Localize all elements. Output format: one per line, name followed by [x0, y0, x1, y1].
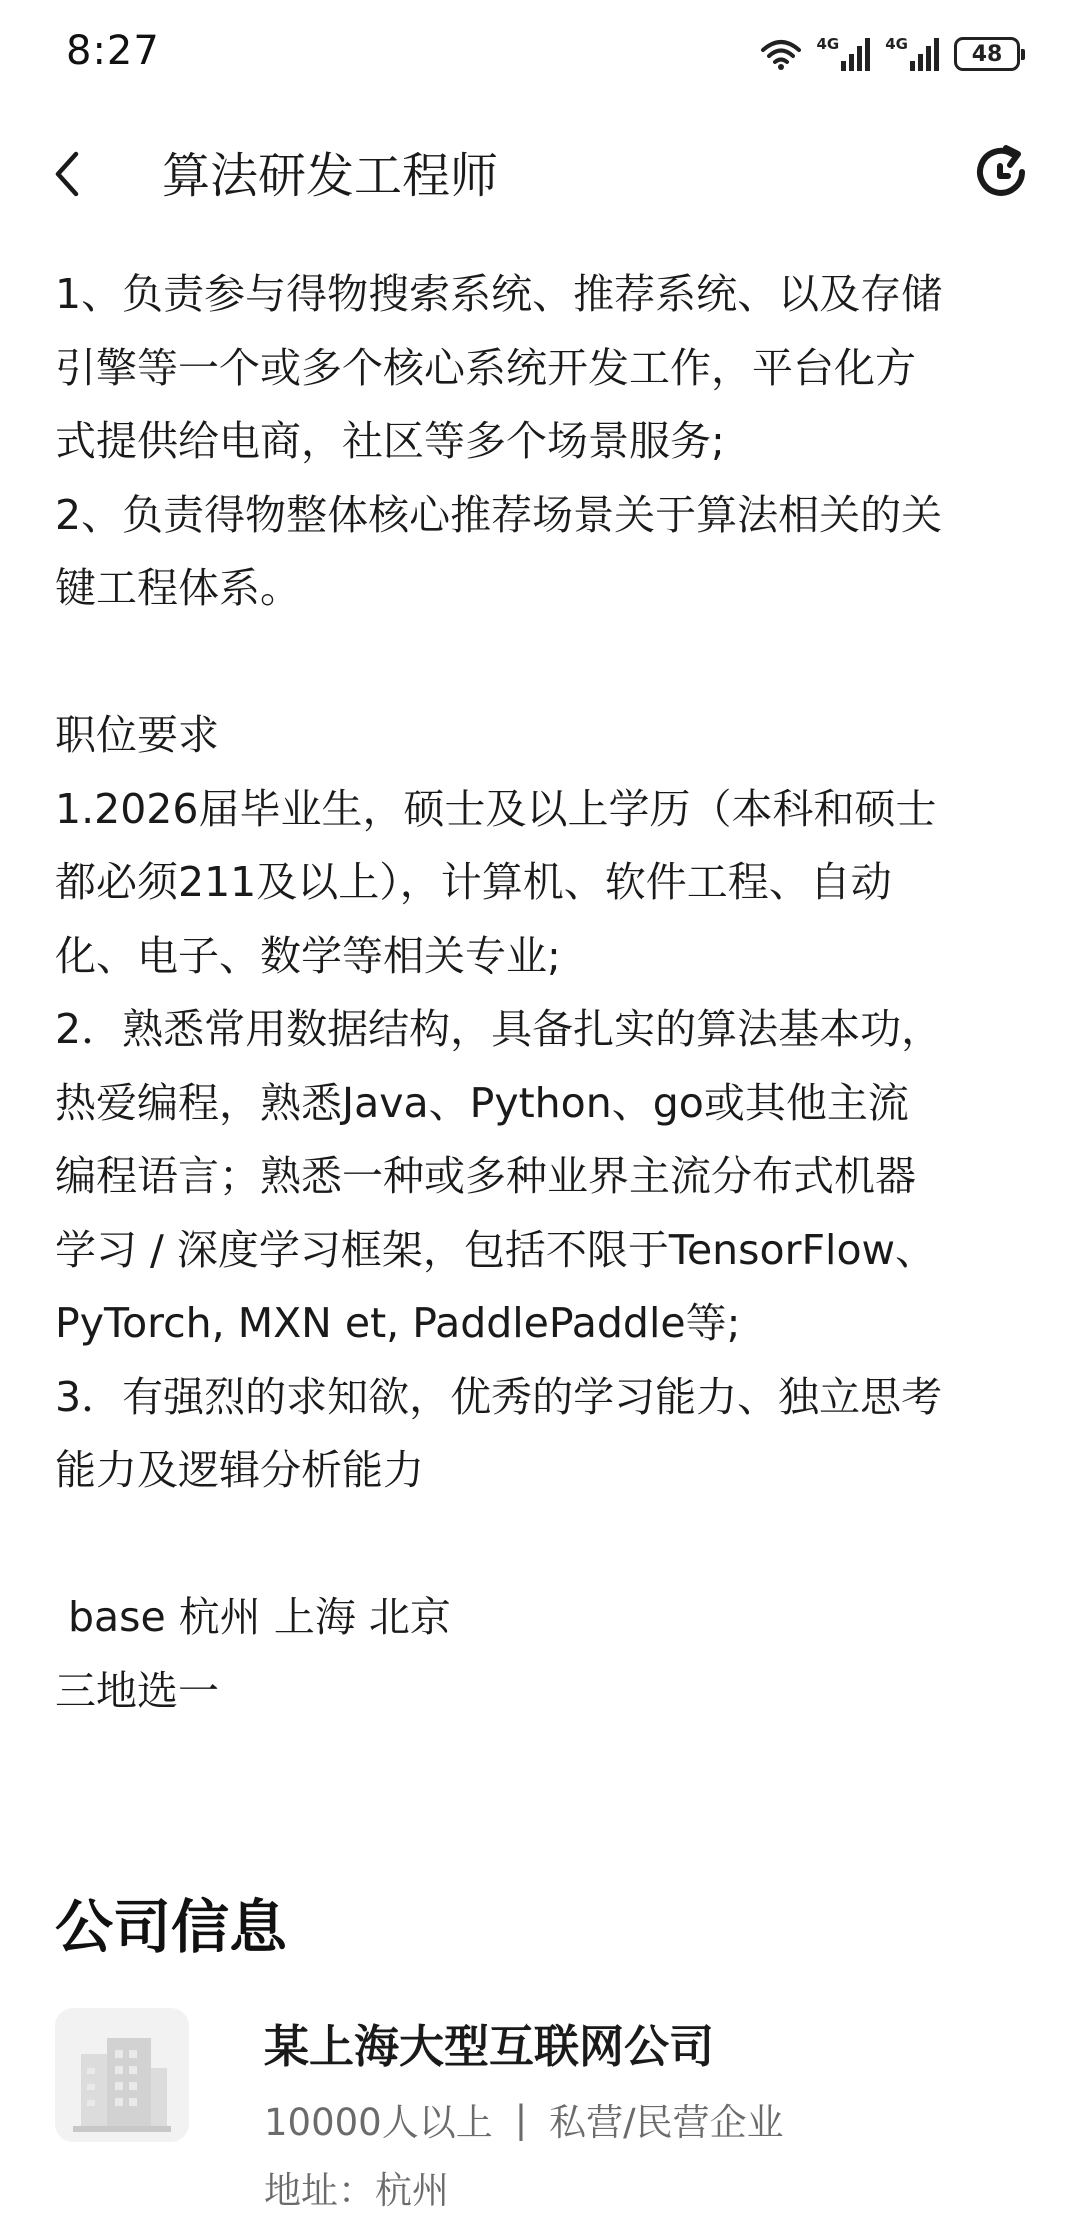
description-line: 都必须211及以上），计算机、软件工程、自动	[55, 858, 892, 906]
status-time: 8:27	[66, 28, 160, 74]
description-line: 能力及逻辑分析能力	[55, 1446, 424, 1494]
company-meta	[264, 2092, 784, 2146]
description-line: 化、电子、数学等相关专业;	[55, 931, 561, 980]
company-logo[interactable]	[55, 2008, 189, 2142]
description-line: 式提供给电商，社区等多个场景服务;	[55, 417, 725, 465]
chevron-left-icon	[48, 148, 88, 204]
description-line: 2、负责得物整体核心推荐场景关于算法相关的关	[55, 490, 943, 539]
description-line: PyTorch, MXN et, PaddlePaddle等;	[55, 1299, 741, 1347]
battery-level: 48	[971, 41, 1003, 67]
job-description	[55, 258, 1045, 1728]
company-name[interactable]: 某上海大型互联网公司	[264, 2020, 715, 2073]
app-header	[0, 120, 1080, 236]
description-line: 1.2026届毕业生，硕士及以上学历（本科和硕士	[55, 784, 937, 833]
network-type-label: 4G	[816, 35, 840, 53]
signal-icon	[885, 37, 940, 71]
company-size: 10000人以上	[264, 2101, 493, 2144]
company-address: 地址：杭州	[264, 2169, 449, 2212]
description-line: 热爱编程，熟悉Java、Python、go或其他主流	[55, 1078, 909, 1127]
location-choice-line: 三地选一	[55, 1666, 219, 1715]
signal-icon	[817, 37, 872, 71]
requirements-heading: 职位要求	[55, 711, 219, 759]
company-type: 私营/民营企业	[549, 2101, 784, 2144]
status-bar	[0, 0, 1080, 110]
blank-line	[55, 626, 1045, 700]
location-line: base 杭州 上海 北京	[55, 1593, 451, 1641]
battery-icon	[954, 37, 1020, 71]
company-section-heading: 公司信息	[55, 1893, 288, 1961]
description-line: 学习 / 深度学习框架，包括不限于TensorFlow、	[55, 1225, 937, 1274]
back-button[interactable]	[36, 144, 100, 208]
network-type-label: 4G	[885, 35, 908, 53]
building-icon	[67, 2028, 177, 2142]
description-line: 3．有强烈的求知欲，优秀的学习能力、独立思考	[55, 1372, 943, 1421]
refresh-button[interactable]	[968, 142, 1036, 210]
status-icons	[759, 32, 1021, 76]
description-line: 2．熟悉常用数据结构，具备扎实的算法基本功，	[55, 1005, 943, 1053]
description-line: 键工程体系。	[55, 564, 301, 612]
refresh-icon	[970, 142, 1034, 210]
wifi-icon	[759, 36, 803, 72]
description-line: 编程语言；熟悉一种或多种业界主流分布式机器	[55, 1152, 916, 1200]
description-line: 引擎等一个或多个核心系统开发工作，平台化方	[55, 343, 916, 392]
meta-separator: |	[514, 2097, 528, 2141]
page-title: 算法研发工程师	[162, 148, 499, 204]
description-line: 1、负责参与得物搜索系统、推荐系统、以及存储	[55, 270, 943, 318]
blank-line	[55, 1508, 1045, 1582]
